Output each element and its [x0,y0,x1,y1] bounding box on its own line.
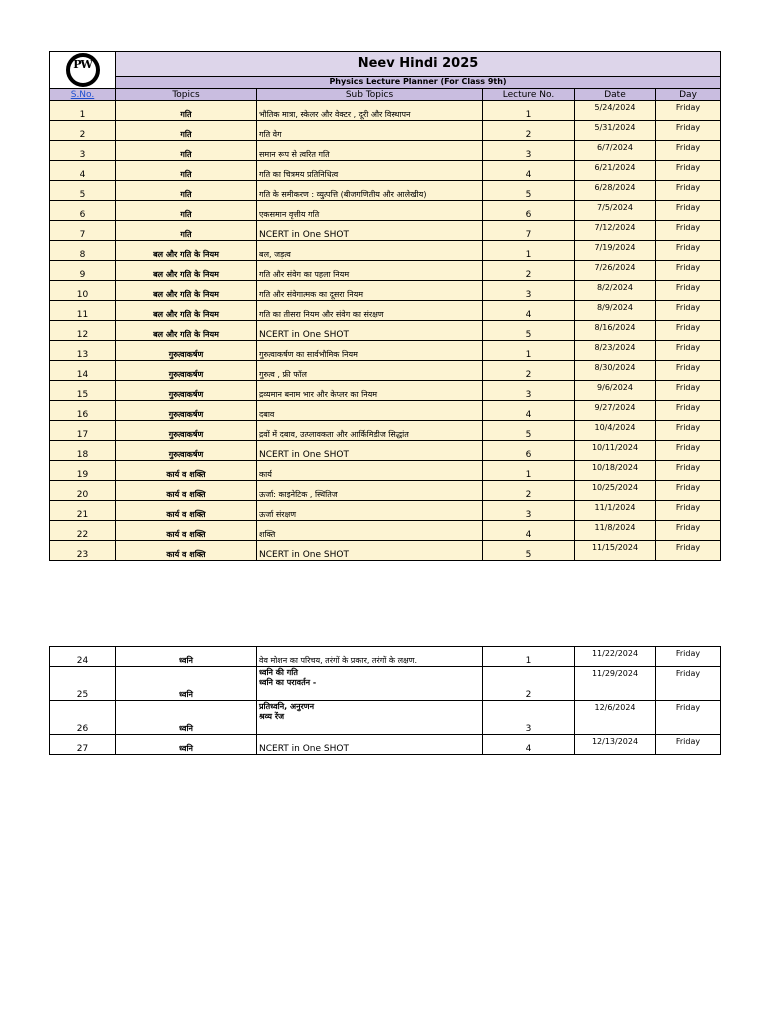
table-row [50,241,721,261]
cell-date: 8/2/2024 [575,281,656,301]
cell-day: Friday [656,501,721,521]
cell-subtopic: गति का तीसरा नियम और संवेग का संरक्षण [257,301,483,321]
subtopic-line: प्रतिध्वनि, अनुरणन [259,702,315,711]
cell-subtopic: वेव मोशन का परिचय, तरंगों के प्रकार, तरंगों के लक्षण. [257,647,483,667]
column-header-subtopics: Sub Topics [257,89,483,101]
cell-topic: ध्वनि [116,735,257,755]
cell-date: 8/30/2024 [575,361,656,381]
cell-date: 10/25/2024 [575,481,656,501]
cell-topic: कार्य व शक्ति [116,541,257,561]
column-header-date: Date [575,89,656,101]
cell-topic: गति [116,141,257,161]
cell-sno: 6 [50,201,116,221]
column-header-sno[interactable]: S.No. [50,89,116,101]
cell-topic: गुरुत्वाकर्षण [116,421,257,441]
cell-day: Friday [656,161,721,181]
table-row [50,461,721,481]
cell-lecture-no: 4 [483,161,575,181]
cell-date: 9/6/2024 [575,381,656,401]
subtopic-line: ध्वनि का परावर्तन - [259,678,317,687]
cell-day: Friday [656,735,721,755]
subtopic-line: ध्वनि की गति [259,668,298,677]
cell-subtopic: ऊर्जा संरक्षण [257,501,483,521]
cell-topic: गुरुत्वाकर्षण [116,401,257,421]
cell-day: Friday [656,241,721,261]
subtopic-line: श्रव्य रेंज [259,712,285,721]
cell-sno: 22 [50,521,116,541]
table-row [50,361,721,381]
cell-date: 5/31/2024 [575,121,656,141]
cell-sno: 4 [50,161,116,181]
planner-table-continued [49,646,721,755]
cell-lecture-no: 3 [483,381,575,401]
cell-subtopic: बल, जड़त्व [257,241,483,261]
cell-topic: कार्य व शक्ति [116,461,257,481]
cell-day: Friday [656,141,721,161]
cell-sno: 11 [50,301,116,321]
cell-date: 6/28/2024 [575,181,656,201]
cell-topic: गति [116,221,257,241]
cell-lecture-no: 5 [483,181,575,201]
cell-date: 11/15/2024 [575,541,656,561]
cell-sno: 27 [50,735,116,755]
cell-topic: ध्वनि [116,647,257,667]
cell-lecture-no: 3 [483,281,575,301]
cell-topic: गुरुत्वाकर्षण [116,341,257,361]
cell-date: 7/19/2024 [575,241,656,261]
cell-lecture-no: 6 [483,441,575,461]
table-row [50,281,721,301]
cell-lecture-no: 1 [483,461,575,481]
cell-subtopic: गति वेग [257,121,483,141]
cell-topic: गुरुत्वाकर्षण [116,441,257,461]
table-row [50,501,721,521]
cell-topic: बल और गति के नियम [116,321,257,341]
cell-subtopic: द्रव्यमान बनाम भार और केप्लर का नियम [257,381,483,401]
cell-date: 7/12/2024 [575,221,656,241]
cell-lecture-no: 7 [483,221,575,241]
cell-date: 6/7/2024 [575,141,656,161]
cell-topic: गुरुत्वाकर्षण [116,381,257,401]
cell-lecture-no: 2 [483,481,575,501]
cell-date: 12/13/2024 [575,735,656,755]
page-title: Neev Hindi 2025 [116,52,721,77]
cell-subtopic [257,667,483,701]
cell-lecture-no: 2 [483,361,575,381]
cell-date: 9/27/2024 [575,401,656,421]
table-row [50,101,721,121]
cell-subtopic: NCERT in One SHOT [257,321,483,341]
cell-subtopic: दबाव [257,401,483,421]
table-row [50,735,721,755]
table-row [50,521,721,541]
cell-lecture-no: 4 [483,521,575,541]
cell-lecture-no: 3 [483,141,575,161]
cell-date: 7/26/2024 [575,261,656,281]
cell-day: Friday [656,521,721,541]
table-row [50,401,721,421]
cell-day: Friday [656,701,721,735]
cell-lecture-no: 3 [483,701,575,735]
table-row [50,321,721,341]
cell-sno: 19 [50,461,116,481]
table-row [50,121,721,141]
cell-date: 8/23/2024 [575,341,656,361]
table-row [50,381,721,401]
cell-topic: बल और गति के नियम [116,261,257,281]
cell-date: 8/16/2024 [575,321,656,341]
cell-lecture-no: 1 [483,647,575,667]
cell-sno: 21 [50,501,116,521]
cell-day: Friday [656,121,721,141]
cell-date: 6/21/2024 [575,161,656,181]
cell-lecture-no: 5 [483,421,575,441]
cell-topic: गुरुत्वाकर्षण [116,361,257,381]
table-row [50,647,721,667]
table-row [50,141,721,161]
cell-lecture-no: 4 [483,735,575,755]
cell-subtopic: गति और संवेग का पहला नियम [257,261,483,281]
table-row [50,161,721,181]
cell-day: Friday [656,221,721,241]
cell-day: Friday [656,301,721,321]
cell-subtopic: NCERT in One SHOT [257,221,483,241]
cell-subtopic: ऊर्जा: काइनेटिक , स्थितिज [257,481,483,501]
cell-sno: 9 [50,261,116,281]
cell-day: Friday [656,281,721,301]
cell-sno: 5 [50,181,116,201]
cell-date: 10/18/2024 [575,461,656,481]
title-row [50,52,721,77]
cell-date: 11/22/2024 [575,647,656,667]
table-row [50,441,721,461]
cell-day: Friday [656,401,721,421]
table-row [50,541,721,561]
cell-topic: बल और गति के नियम [116,281,257,301]
cell-subtopic: भौतिक मात्रा, स्केलर और वेक्टर , दूरी और विस्थापन [257,101,483,121]
cell-sno: 8 [50,241,116,261]
cell-topic: ध्वनि [116,667,257,701]
table-row [50,667,721,701]
cell-sno: 20 [50,481,116,501]
cell-sno: 15 [50,381,116,401]
cell-subtopic: समान रूप से त्वरित गति [257,141,483,161]
column-header-day: Day [656,89,721,101]
table-row [50,341,721,361]
cell-lecture-no: 4 [483,401,575,421]
cell-subtopic: शक्ति [257,521,483,541]
cell-day: Friday [656,341,721,361]
cell-sno: 14 [50,361,116,381]
cell-subtopic: द्रवों में दबाव, उत्प्लावकता और आर्किमिडीज सिद्धांत [257,421,483,441]
cell-sno: 16 [50,401,116,421]
table-row [50,201,721,221]
table-row [50,701,721,735]
cell-topic: गति [116,181,257,201]
cell-sno: 2 [50,121,116,141]
cell-lecture-no: 5 [483,321,575,341]
cell-date: 12/6/2024 [575,701,656,735]
cell-day: Friday [656,201,721,221]
cell-sno: 23 [50,541,116,561]
logo-cell [50,52,116,89]
page-subtitle: Physics Lecture Planner (For Class 9th) [116,76,721,88]
cell-topic: कार्य व शक्ति [116,501,257,521]
cell-sno: 25 [50,667,116,701]
cell-lecture-no: 6 [483,201,575,221]
cell-date: 5/24/2024 [575,101,656,121]
cell-subtopic: गति के समीकरण : व्युत्पत्ति (बीजगणितीय और आलेखीय) [257,181,483,201]
cell-day: Friday [656,261,721,281]
cell-topic: बल और गति के नियम [116,241,257,261]
table-row [50,301,721,321]
cell-date: 10/11/2024 [575,441,656,461]
cell-lecture-no: 5 [483,541,575,561]
cell-subtopic: गति और संवेगात्मक का दूसरा नियम [257,281,483,301]
cell-day: Friday [656,381,721,401]
cell-subtopic: NCERT in One SHOT [257,735,483,755]
cell-sno: 7 [50,221,116,241]
table-row [50,221,721,241]
table-row [50,181,721,201]
cell-sno: 12 [50,321,116,341]
cell-topic: गति [116,201,257,221]
cell-sno: 13 [50,341,116,361]
cell-lecture-no: 1 [483,101,575,121]
cell-lecture-no: 2 [483,261,575,281]
cell-sno: 18 [50,441,116,461]
cell-day: Friday [656,481,721,501]
cell-subtopic: गति का चित्रमय प्रतिनिधित्व [257,161,483,181]
table-row [50,481,721,501]
cell-date: 11/1/2024 [575,501,656,521]
cell-lecture-no: 4 [483,301,575,321]
cell-day: Friday [656,441,721,461]
table-row [50,261,721,281]
cell-topic: बल और गति के नियम [116,301,257,321]
cell-topic: ध्वनि [116,701,257,735]
cell-topic: गति [116,161,257,181]
cell-topic: कार्य व शक्ति [116,481,257,501]
cell-sno: 26 [50,701,116,735]
cell-sno: 17 [50,421,116,441]
column-header-topics: Topics [116,89,257,101]
cell-date: 7/5/2024 [575,201,656,221]
table-row [50,421,721,441]
cell-subtopic: कार्य [257,461,483,481]
cell-subtopic [257,701,483,735]
cell-sno: 3 [50,141,116,161]
cell-sno: 1 [50,101,116,121]
pw-logo-icon: PW [66,53,100,87]
cell-subtopic: NCERT in One SHOT [257,541,483,561]
cell-day: Friday [656,321,721,341]
cell-topic: गति [116,121,257,141]
planner-table [49,51,721,561]
cell-lecture-no: 1 [483,341,575,361]
cell-day: Friday [656,361,721,381]
cell-lecture-no: 1 [483,241,575,261]
cell-day: Friday [656,541,721,561]
cell-sno: 24 [50,647,116,667]
column-header-lecture: Lecture No. [483,89,575,101]
cell-subtopic: एकसमान वृत्तीय गति [257,201,483,221]
cell-lecture-no: 3 [483,501,575,521]
cell-lecture-no: 2 [483,667,575,701]
cell-date: 10/4/2024 [575,421,656,441]
cell-date: 8/9/2024 [575,301,656,321]
cell-date: 11/8/2024 [575,521,656,541]
cell-topic: गति [116,101,257,121]
cell-lecture-no: 2 [483,121,575,141]
cell-subtopic: NCERT in One SHOT [257,441,483,461]
cell-topic: कार्य व शक्ति [116,521,257,541]
cell-day: Friday [656,647,721,667]
subtitle-row [50,76,721,88]
cell-day: Friday [656,421,721,441]
cell-subtopic: गुरुत्व , फ्री फॉल [257,361,483,381]
cell-day: Friday [656,461,721,481]
cell-day: Friday [656,667,721,701]
column-header-row [50,89,721,101]
cell-subtopic: गुरुत्वाकर्षण का सार्वभौमिक नियम [257,341,483,361]
cell-date: 11/29/2024 [575,667,656,701]
cell-day: Friday [656,101,721,121]
cell-sno: 10 [50,281,116,301]
cell-day: Friday [656,181,721,201]
